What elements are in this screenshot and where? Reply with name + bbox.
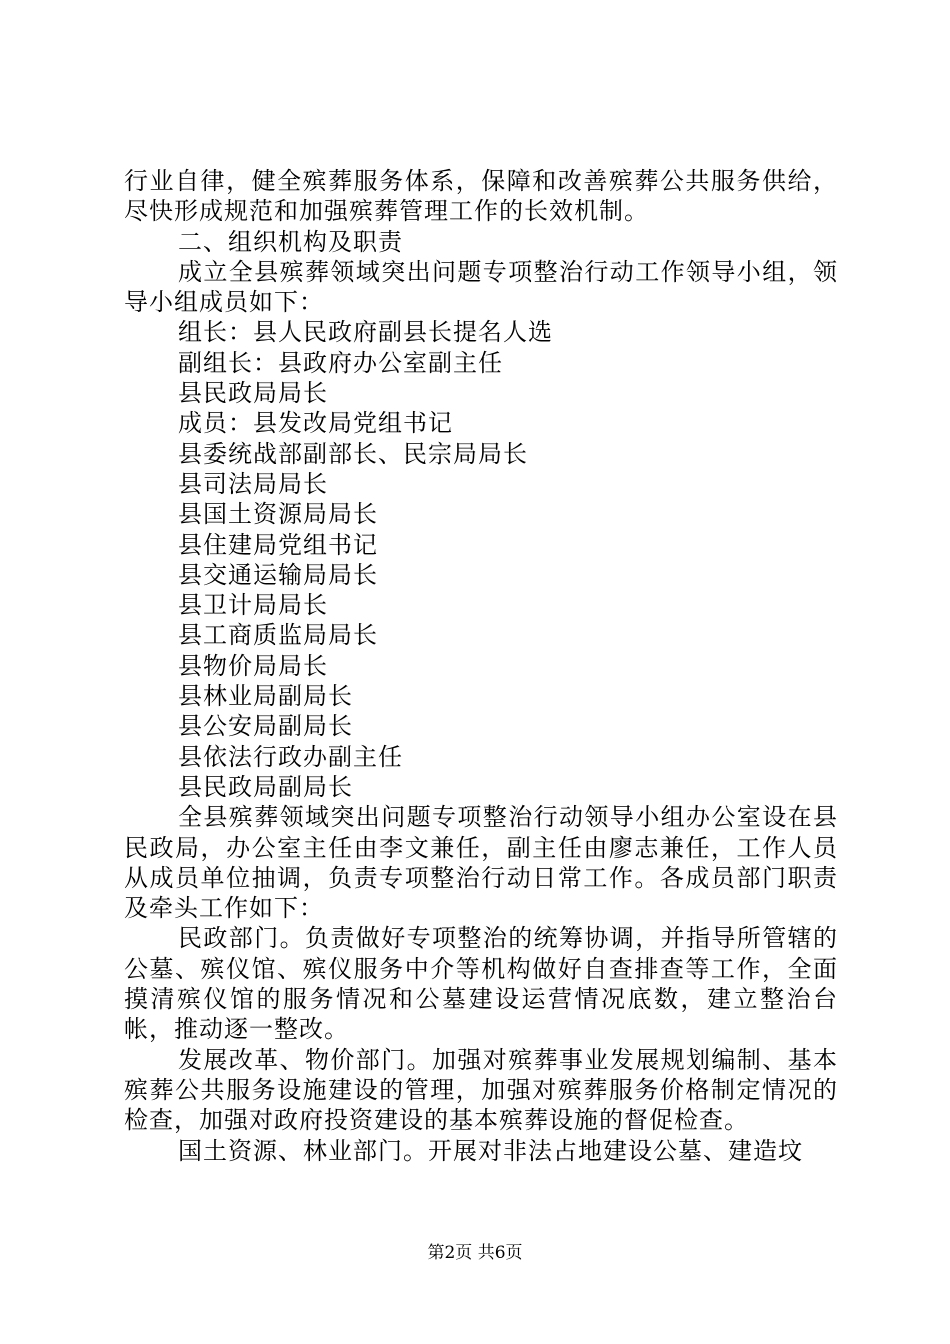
member-line: 县住建局党组书记 (178, 530, 378, 559)
paragraph-leading-group: 成立全县殡葬领域突出问题专项整治行动工作领导小组，领导小组成员如下： (124, 257, 838, 317)
paragraph-office: 全县殡葬领域突出问题专项整治行动领导小组办公室设在县民政局，办公室主任由李文兼任，副主任由廖志兼任，工作人员从成员单位抽调，负责专项整治行动日常工作。各成员部门职责及牵头工作如下： (124, 803, 838, 923)
member-line: 县交通运输局局长 (178, 560, 378, 589)
member-line: 成员：县发改局党组书记 (178, 409, 453, 438)
document-body (124, 166, 838, 1166)
page-footer: 第2页 共6页 (427, 1243, 523, 1263)
member-line: 县民政局局长 (178, 379, 328, 408)
paragraph-land-forestry: 国土资源、林业部门。开展对非法占地建设公墓、建造坟 (178, 1136, 803, 1165)
member-line: 县工商质监局局长 (178, 621, 378, 650)
member-line: 县物价局局长 (178, 651, 328, 680)
section-heading: 二、组织机构及职责 (178, 227, 403, 256)
member-line: 副组长：县政府办公室副主任 (178, 348, 503, 377)
paragraph-civil-affairs: 民政部门。负责做好专项整治的统筹协调，并指导所管辖的公墓、殡仪馆、殡仪服务中介等机构做好自查排查等工作，全面摸清殡仪馆的服务情况和公墓建设运营情况底数，建立整治台帐，推动逐一整改。 (124, 924, 838, 1044)
member-line: 组长：县人民政府副县长提名人选 (178, 318, 553, 347)
member-line: 县公安局副局长 (178, 712, 353, 741)
member-line: 县依法行政办副主任 (178, 742, 403, 771)
member-line: 县卫计局局长 (178, 591, 328, 620)
member-line: 县国土资源局局长 (178, 500, 378, 529)
member-line: 县委统战部副部长、民宗局局长 (178, 439, 528, 468)
paragraph-development-reform: 发展改革、物价部门。加强对殡葬事业发展规划编制、基本殡葬公共服务设施建设的管理，加强对殡葬服务价格制定情况的检查，加强对政府投资建设的基本殡葬设施的督促检查。 (124, 1045, 838, 1135)
member-line: 县民政局副局长 (178, 772, 353, 801)
paragraph-intro: 行业自律，健全殡葬服务体系，保障和改善殡葬公共服务供给，尽快形成规范和加强殡葬管理工作的长效机制。 (124, 167, 838, 226)
member-line: 县司法局局长 (178, 469, 328, 498)
member-line: 县林业局副局长 (178, 682, 353, 711)
member-list (124, 317, 838, 802)
